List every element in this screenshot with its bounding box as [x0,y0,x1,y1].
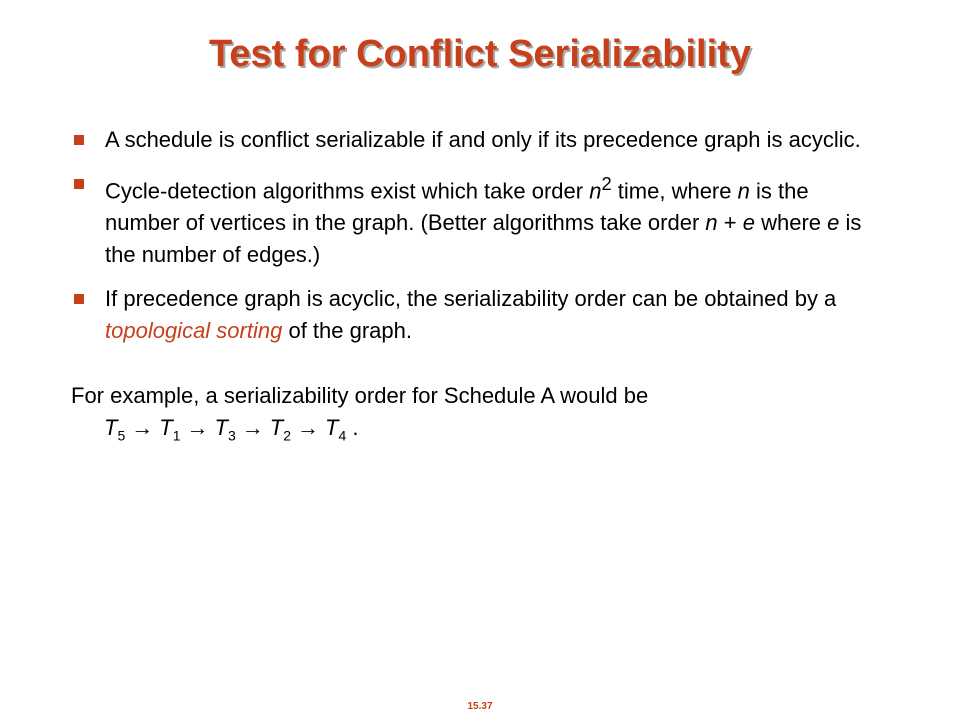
square-bullet-icon [74,135,84,145]
bullet-text: is the number of vertices in the graph. (Better algorithms take order [105,178,809,236]
bullet-text: is the number of edges.) [105,210,862,268]
right-arrow-icon: → [186,415,209,440]
transaction-index: 2 [283,427,291,444]
example-paragraph [71,380,871,451]
transaction-symbol: T [104,415,118,440]
transaction-term [325,415,347,444]
bullet-item-topological-sort [68,283,888,347]
bullet-list [68,124,888,359]
bullet-text: A schedule is conflict serializable if and only if its precedence graph is acyclic. [105,127,861,152]
transaction-term [269,415,291,444]
math-variable: n [589,178,602,204]
transaction-index: 5 [117,427,126,444]
serializability-order [71,412,871,451]
transaction-index: 1 [172,427,181,444]
bullet-item-cycle-detection [68,168,888,271]
transaction-index: 4 [338,427,347,444]
math-variable: n [737,178,750,204]
transaction-symbol: T [269,415,284,440]
bullet-text: Cycle-detection algorithms exist which take order [105,178,590,204]
transaction-symbol: T [214,415,228,440]
slide-title: Test for Conflict Serializability [209,33,751,75]
transaction-symbol: T [159,415,173,440]
sequence-end: . [346,415,359,440]
bullet-text: time, where [611,178,738,204]
math-variable: n [705,210,718,236]
bullet-text: where [754,210,828,236]
math-variable: e [742,210,755,236]
square-bullet-icon [74,179,84,189]
right-arrow-icon: → [131,415,154,440]
square-bullet-icon [74,294,84,304]
transaction-term [214,415,236,444]
right-arrow-icon: → [241,415,264,440]
transaction-term [159,415,181,444]
transaction-index: 3 [227,427,236,444]
highlighted-term: topological sorting [105,318,283,344]
bullet-item-conflict-serializable [68,124,888,156]
example-intro: For example, a serializability order for Schedule A would be [71,383,649,408]
transaction-term [104,415,126,444]
bullet-text: + [717,210,743,236]
right-arrow-icon: → [297,415,319,440]
math-exponent: 2 [601,173,612,194]
transaction-symbol: T [325,415,339,440]
bullet-text: of the graph. [282,318,412,344]
page-number: 15.37 [467,701,493,712]
bullet-text: If precedence graph is acyclic, the serializability order can be obtained by a [105,286,837,312]
math-variable: e [827,210,840,236]
